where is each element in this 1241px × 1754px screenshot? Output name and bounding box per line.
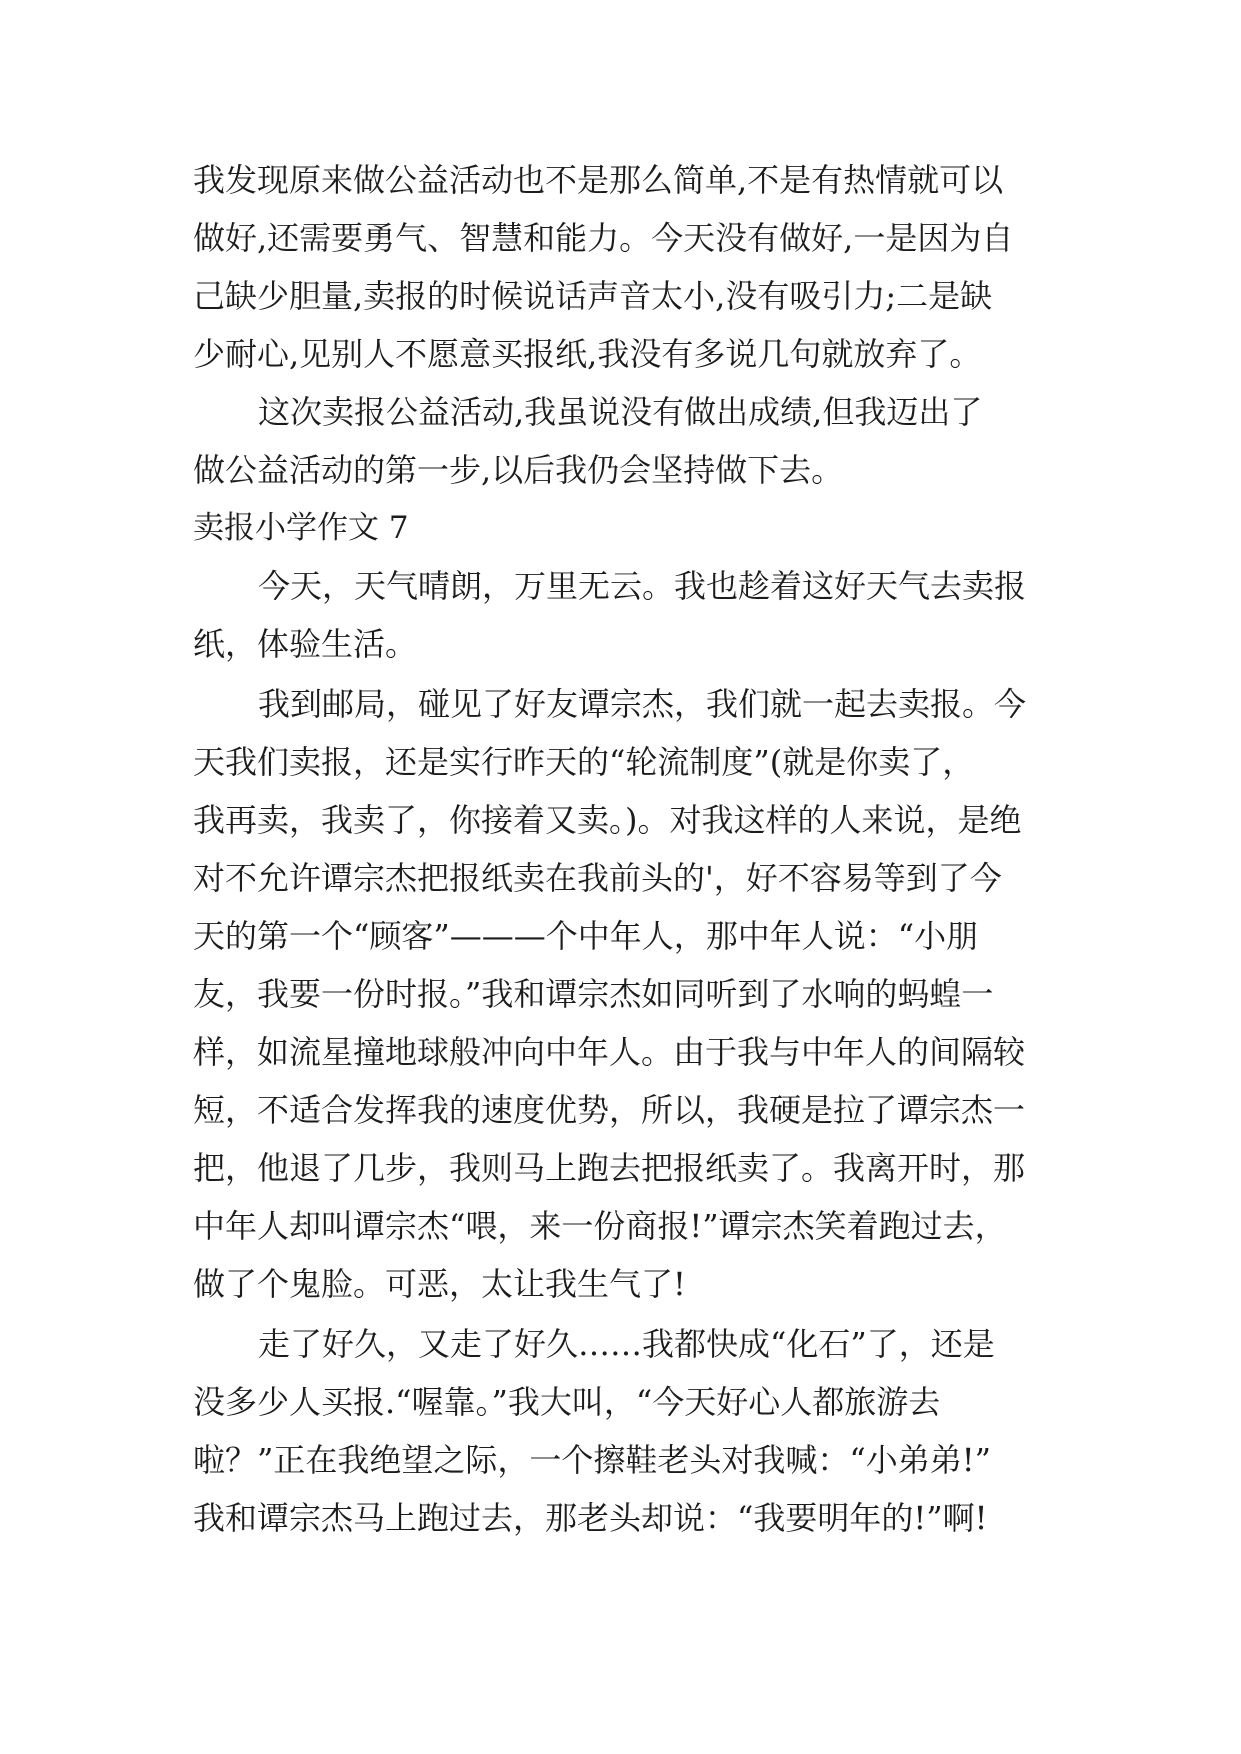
text-line: 纸，体验生活。 (193, 625, 418, 663)
text-line: 啦？”正在我绝望之际，一个擦鞋老头对我喊：“小弟弟!” (193, 1441, 991, 1479)
text-line: 对不允许谭宗杰把报纸卖在我前头的'，好不容易等到了今 (193, 859, 1002, 897)
text-line: 我和谭宗杰马上跑过去，那老头却说：“我要明年的!”啊! (193, 1499, 988, 1537)
text-line: 没多少人买报.“喔靠。”我大叫，“今天好心人都旅游去 (193, 1383, 941, 1421)
section-heading: 卖报小学作文 7 (193, 510, 409, 546)
text-line: 中年人却叫谭宗杰“喂，来一份商报!”谭宗杰笑着跑过去， (193, 1207, 1007, 1245)
text-line: 己缺少胆量,卖报的时候说话声音太小,没有吸引力;二是缺 (193, 277, 993, 315)
text-line: 做好,还需要勇气、智慧和能力。今天没有做好,一是因为自 (193, 219, 1014, 257)
text-line: 做了个鬼脸。可恶，太让我生气了! (193, 1265, 686, 1303)
text-line: 我到邮局，碰见了好友谭宗杰，我们就一起去卖报。今 (258, 685, 1027, 723)
text-line: 这次卖报公益活动,我虽说没有做出成绩,但我迈出了 (258, 393, 983, 431)
text-line: 走了好久，又走了好久……我都快成“化石”了，还是 (258, 1325, 995, 1363)
text-line: 天的第一个“顾客”———个中年人，那中年人说：“小朋 (193, 917, 979, 955)
text-line: 少耐心,见别人不愿意买报纸,我没有多说几句就放弃了。 (193, 335, 982, 373)
text-line: 友，我要一份时报。”我和谭宗杰如同听到了水响的蚂蝗一 (193, 975, 994, 1013)
text-line: 短，不适合发挥我的速度优势，所以，我硬是拉了谭宗杰一 (193, 1091, 1026, 1129)
text-line: 把，他退了几步，我则马上跑去把报纸卖了。我离开时，那 (193, 1149, 1026, 1187)
text-line: 今天，天气晴朗，万里无云。我也趁着这好天气去卖报 (258, 567, 1027, 605)
text-line: 我再卖，我卖了，你接着又卖。)。对我这样的人来说，是绝 (193, 801, 1022, 839)
text-line: 天我们卖报，还是实行昨天的“轮流制度”(就是你卖了， (193, 743, 975, 781)
text-line: 我发现原来做公益活动也不是那么简单,不是有热情就可以 (193, 161, 1004, 199)
text-line: 样，如流星撞地球般冲向中年人。由于我与中年人的间隔较 (193, 1033, 1026, 1071)
text-line: 做公益活动的第一步,以后我仍会坚持做下去。 (193, 451, 844, 489)
